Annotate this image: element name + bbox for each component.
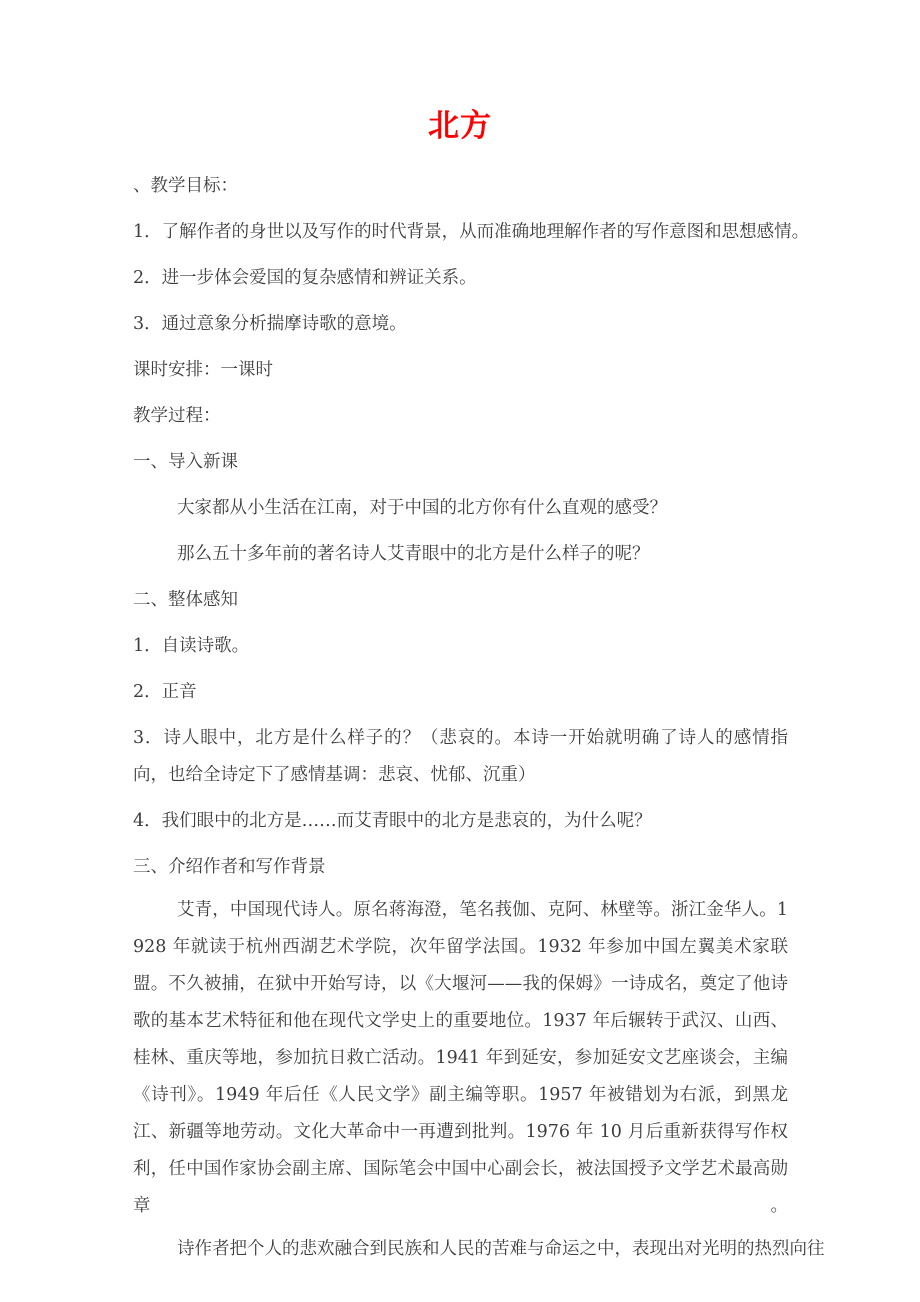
part-two-item-1: 1．自读诗歌。 (133, 636, 250, 656)
objective-item-1: 1．了解作者的身世以及写作的时代背景，从而准确地理解作者的写作意图和思想感情。 (133, 222, 810, 242)
part-three-heading: 三、介绍作者和写作背景 (133, 857, 326, 877)
closing-paragraph: 诗作者把个人的悲欢融合到民族和人民的苦难与命运之中，表现出对光明的热烈向往 (177, 1239, 825, 1259)
part-one-paragraph-1: 大家都从小生活在江南，对于中国的北方你有什么直观的感受？ (177, 498, 667, 518)
part-one-paragraph-2: 那么五十多年前的著名诗人艾青眼中的北方是什么样子的呢？ (177, 544, 650, 564)
objectives-heading: 、教学目标： (133, 176, 238, 196)
part-one-heading: 一、导入新课 (133, 452, 238, 472)
objective-item-2: 2．进一步体会爱国的复杂感情和辨证关系。 (133, 268, 477, 288)
part-two-item-4: 4．我们眼中的北方是……而艾青眼中的北方是悲哀的，为什么呢？ (133, 811, 652, 831)
part-two-item-3: 3．诗人眼中，北方是什么样子的？（悲哀的。本诗一开始就明确了诗人的感情指向，也给全诗定下了感情基调：悲哀、忧郁、沉重） (133, 728, 788, 785)
objective-item-3: 3．通过意象分析揣摩诗歌的意境。 (133, 314, 407, 334)
document-body (133, 168, 825, 1268)
process-heading: 教学过程： (133, 406, 221, 426)
page-title: 北方 (428, 108, 492, 144)
course-schedule: 课时安排：一课时 (133, 360, 273, 380)
part-two-item-2: 2．正音 (133, 682, 197, 702)
part-two-heading: 二、整体感知 (133, 590, 238, 610)
author-biography: 艾青，中国现代诗人。原名蒋海澄，笔名莪伽、克阿、林壁等。浙江金华人。1928 年就读于杭州西湖艺术学院，次年留学法国。1932 年参加中国左翼美术家联盟。不久被捕，在狱中开始写诗，以《大堰河——我的保姆》一诗成名，奠定了他诗歌的基本艺术特征和他在现代文学史上的重要地位。1937 年后辗转于武汉、山西、桂林、重庆等地，参加抗日救亡活动。1941 年到延安，参加延安文艺座谈会，主编《诗刊》。1949 年后任《人民文学》副主编等职。1957 年被错划为右派，到黑龙江、新疆等地劳动。文化大革命中一再遭到批判。1976 年 10 月后重新获得写作权利，任中国作家协会副主席、国际笔会中国中心副会长，被法国授予文学艺术最高勋章。 (133, 900, 788, 1216)
